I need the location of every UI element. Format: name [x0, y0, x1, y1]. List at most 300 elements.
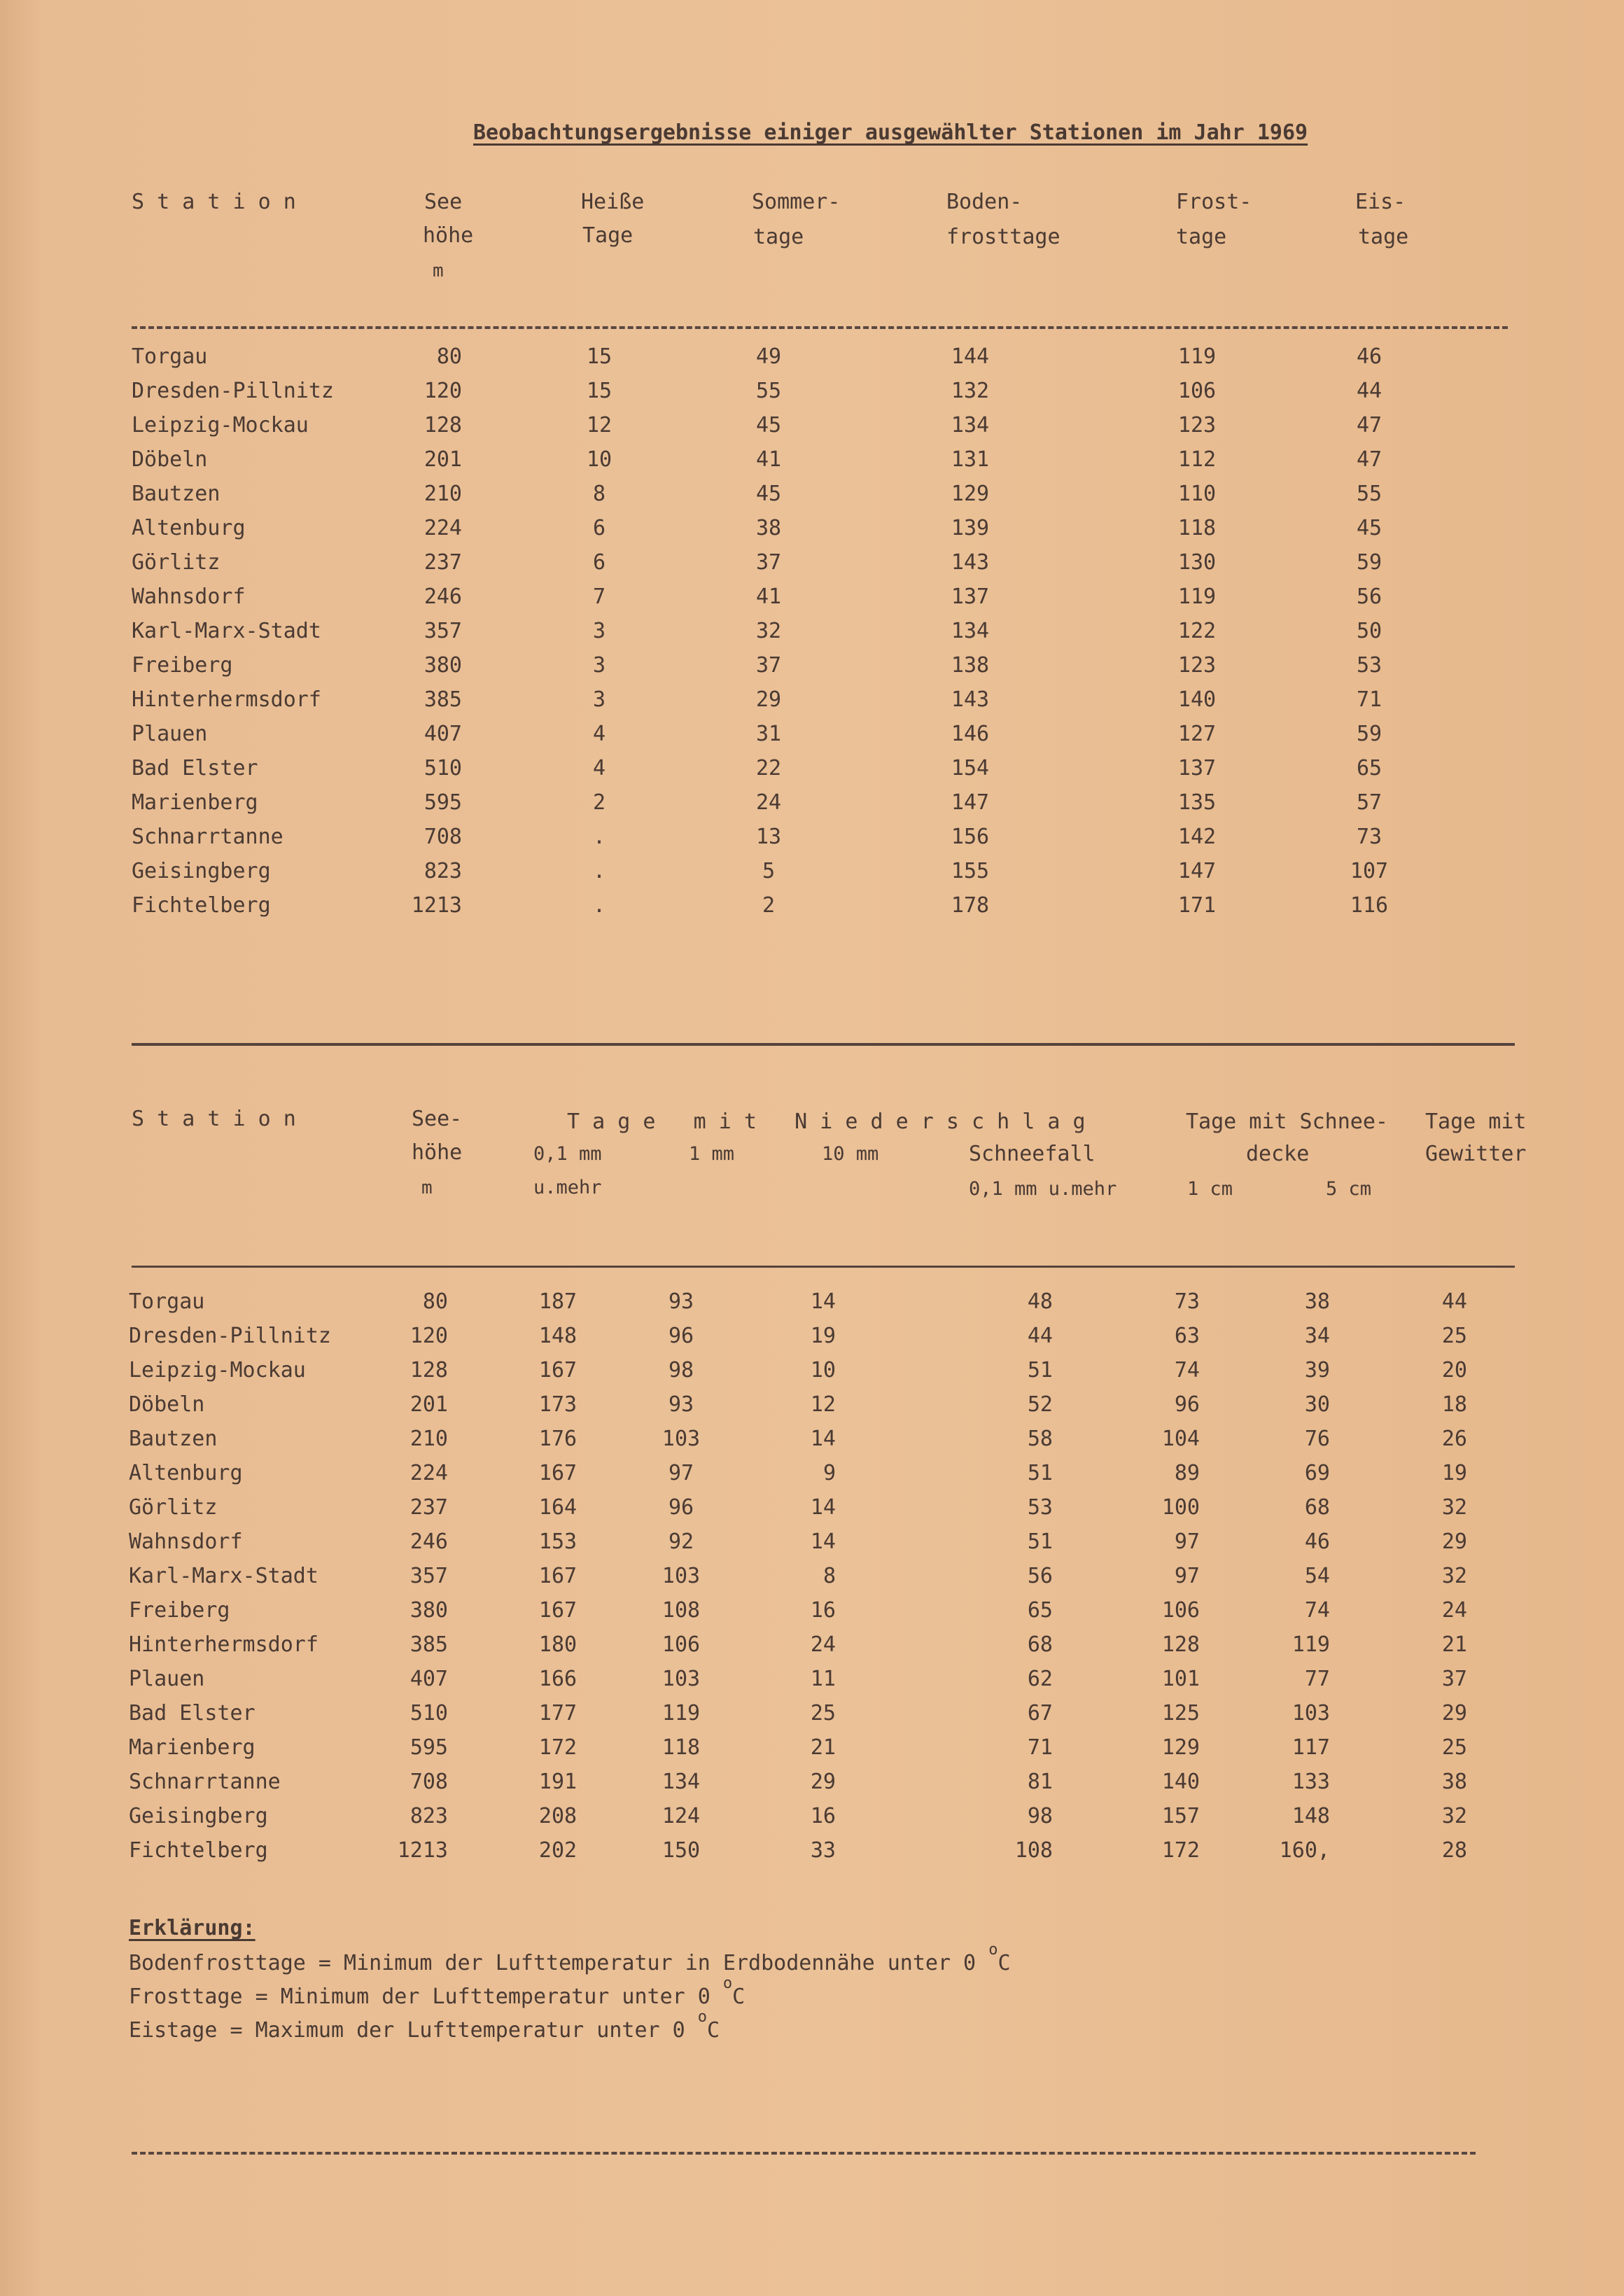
- t1-boden: 134: [951, 619, 990, 643]
- t1-eis: 47: [1356, 447, 1382, 472]
- t1-frost: 135: [1177, 790, 1217, 815]
- t1-hoehe: 510: [424, 756, 462, 780]
- t2-n1: 106: [662, 1632, 701, 1657]
- t2-n01: 153: [538, 1530, 578, 1554]
- t1-hoehe: 210: [424, 482, 462, 506]
- t1-frost: 130: [1177, 550, 1217, 575]
- t2-hoehe: 237: [410, 1495, 448, 1520]
- t2-station: Fichtelberg: [129, 1838, 268, 1863]
- t1-sommer: 45: [755, 413, 782, 438]
- table-row: [0, 1598, 1467, 1632]
- table-row: [0, 344, 1400, 379]
- t1-header-hoehe-2: höhe: [423, 223, 474, 248]
- table-row: [0, 1358, 1467, 1392]
- document-title: Beobachtungsergebnisse einiger ausgewählter Stationen im Jahr 1969: [473, 120, 1308, 145]
- t1-header-eis-2: tage: [1358, 225, 1409, 249]
- t2-n10: 14: [810, 1427, 836, 1451]
- t1-hoehe: 357: [424, 619, 462, 643]
- t1-boden: 131: [951, 447, 990, 472]
- table-row: [0, 1838, 1467, 1872]
- t1-heisse: 10: [586, 447, 612, 472]
- t1-eis: 46: [1356, 344, 1382, 369]
- t2-n10: 33: [810, 1838, 836, 1863]
- t1-header-sommer-1: Sommer-: [752, 190, 841, 214]
- t2-sd1: 128: [1161, 1632, 1200, 1657]
- t2-n01: 167: [538, 1564, 578, 1588]
- t2-n01: 166: [538, 1667, 578, 1691]
- t2-header-schneedecke-2: decke: [1246, 1142, 1310, 1166]
- t1-sommer: 5: [762, 859, 776, 883]
- table-row: [0, 584, 1400, 619]
- t1-eis: 45: [1356, 516, 1382, 540]
- t2-schneefall: 58: [1027, 1427, 1053, 1451]
- t2-gewitter: 37: [1441, 1667, 1467, 1691]
- t1-header-heisse-1: Heiße: [581, 190, 645, 214]
- t1-boden: 154: [951, 756, 990, 780]
- t1-eis: 53: [1356, 653, 1382, 678]
- t1-station: Plauen: [132, 722, 208, 746]
- t1-station: Leipzig-Mockau: [132, 413, 309, 438]
- t1-frost: 119: [1177, 344, 1217, 369]
- t2-header-gewitter-1: Tage mit: [1425, 1110, 1527, 1134]
- t2-header-gewitter-2: Gewitter: [1425, 1142, 1527, 1166]
- t1-station: Bad Elster: [132, 756, 258, 780]
- t2-gewitter: 29: [1441, 1530, 1467, 1554]
- t2-gewitter: 19: [1441, 1461, 1467, 1485]
- t2-header-niederschlag: T a g e m i t N i e d e r s c h l a g: [567, 1110, 1086, 1134]
- t2-station: Görlitz: [129, 1495, 218, 1520]
- t1-station: Hinterhermsdorf: [132, 687, 321, 712]
- t2-sd5: 34: [1304, 1324, 1330, 1348]
- t2-station: Freiberg: [129, 1598, 230, 1623]
- explanation-line-3: Eistage = Maximum der Lufttemperatur unter 0 $^o$C: [129, 2008, 720, 2043]
- t1-header-frost-2: tage: [1176, 225, 1227, 249]
- t1-eis: 107: [1350, 859, 1389, 883]
- t2-n01: 208: [538, 1804, 578, 1828]
- t2-station: Plauen: [129, 1667, 205, 1691]
- t1-hoehe: 380: [424, 653, 462, 678]
- table-row: [0, 756, 1400, 790]
- t2-gewitter: 18: [1441, 1392, 1467, 1417]
- t2-hoehe: 246: [410, 1530, 448, 1554]
- t1-hoehe: 708: [424, 825, 462, 849]
- t1-station: Geisingberg: [132, 859, 271, 883]
- table-row: [0, 1461, 1467, 1495]
- t1-header-heisse-2: Tage: [582, 223, 634, 248]
- t2-gewitter: 25: [1441, 1324, 1467, 1348]
- t1-eis: 47: [1356, 413, 1382, 438]
- t2-hoehe: 80: [422, 1289, 448, 1314]
- t1-sommer: 49: [755, 344, 782, 369]
- t1-heisse: 3: [592, 653, 606, 678]
- t1-heisse: 6: [592, 550, 606, 575]
- t2-station: Karl-Marx-Stadt: [129, 1564, 318, 1588]
- t1-header-frost-1: Frost-: [1176, 190, 1252, 214]
- t2-n01: 177: [538, 1701, 578, 1726]
- t2-station: Wahnsdorf: [129, 1530, 243, 1554]
- t2-n10: 14: [810, 1530, 836, 1554]
- t1-heisse: 2: [592, 790, 606, 815]
- t1-header-eis-1: Eis-: [1355, 190, 1406, 214]
- t2-schneefall: 68: [1027, 1632, 1053, 1657]
- table-row: [0, 482, 1400, 516]
- t2-sd1: 97: [1174, 1564, 1200, 1588]
- t1-sommer: 37: [755, 653, 782, 678]
- t1-frost: 119: [1177, 584, 1217, 609]
- t1-station: Torgau: [132, 344, 208, 369]
- t1-eis: 71: [1356, 687, 1382, 712]
- t2-schneefall: 51: [1027, 1530, 1053, 1554]
- table-row: [0, 790, 1400, 825]
- t2-n1: 103: [662, 1667, 701, 1691]
- t2-schneefall: 65: [1027, 1598, 1053, 1623]
- t1-eis: 59: [1356, 550, 1382, 575]
- t1-frost: 142: [1177, 825, 1217, 849]
- t1-frost: 123: [1177, 413, 1217, 438]
- t2-gewitter: 32: [1441, 1804, 1467, 1828]
- t2-n10: 14: [810, 1289, 836, 1314]
- t1-heisse: 15: [586, 344, 612, 369]
- t2-hoehe: 510: [410, 1701, 448, 1726]
- t1-boden: 155: [951, 859, 990, 883]
- explanation-heading: Erklärung:: [129, 1916, 255, 1940]
- t1-eis: 59: [1356, 722, 1382, 746]
- t2-sd5: 160,: [1279, 1838, 1330, 1863]
- t2-n1: 103: [662, 1427, 701, 1451]
- t2-hoehe: 385: [410, 1632, 448, 1657]
- t2-n01: 148: [538, 1324, 578, 1348]
- t2-station: Torgau: [129, 1289, 205, 1314]
- t2-sd5: 30: [1304, 1392, 1330, 1417]
- t1-header-boden-2: frosttage: [946, 225, 1060, 249]
- t1-station: Altenburg: [132, 516, 246, 540]
- t2-header-hoehe-3: m: [421, 1177, 433, 1198]
- t1-station: Döbeln: [132, 447, 208, 472]
- t1-hoehe: 1213: [411, 893, 462, 918]
- t2-n01: 167: [538, 1598, 578, 1623]
- t2-schneefall: 67: [1027, 1701, 1053, 1726]
- t1-header-hoehe-1: See: [424, 190, 463, 214]
- t2-sd1: 73: [1174, 1289, 1200, 1314]
- t1-header-station: S t a t i o n: [132, 190, 296, 214]
- t1-boden: 137: [951, 584, 990, 609]
- t1-hoehe: 201: [424, 447, 462, 472]
- t1-station: Wahnsdorf: [132, 584, 246, 609]
- t1-frost: 112: [1177, 447, 1217, 472]
- t2-schneefall: 81: [1027, 1770, 1053, 1794]
- t2-n01: 191: [538, 1770, 578, 1794]
- t2-station: Bautzen: [129, 1427, 218, 1451]
- table-row: [0, 619, 1400, 653]
- t1-eis: 55: [1356, 482, 1382, 506]
- t2-hoehe: 357: [410, 1564, 448, 1588]
- table-row: [0, 825, 1400, 859]
- t2-n01: 176: [538, 1427, 578, 1451]
- t1-hoehe: 385: [424, 687, 462, 712]
- t2-gewitter: 32: [1441, 1564, 1467, 1588]
- t2-gewitter: 25: [1441, 1735, 1467, 1760]
- t2-n10: 21: [810, 1735, 836, 1760]
- t2-n1: 93: [668, 1392, 694, 1417]
- t2-n1: 96: [668, 1324, 694, 1348]
- t1-station: Freiberg: [132, 653, 233, 678]
- t2-n10: 19: [810, 1324, 836, 1348]
- t2-sd1: 157: [1161, 1804, 1200, 1828]
- t2-n10: 10: [810, 1358, 836, 1382]
- t2-header-station: S t a t i o n: [132, 1107, 296, 1131]
- t2-station: Bad Elster: [129, 1701, 255, 1726]
- t1-eis: 50: [1356, 619, 1382, 643]
- t1-frost: 118: [1177, 516, 1217, 540]
- t2-sd1: 125: [1161, 1701, 1200, 1726]
- t2-schneefall: 98: [1027, 1804, 1053, 1828]
- t2-sd1: 74: [1174, 1358, 1200, 1382]
- t1-station: Görlitz: [132, 550, 220, 575]
- t1-boden: 132: [951, 379, 990, 403]
- t2-header-n01-2: u.mehr: [533, 1177, 602, 1198]
- t1-eis: 65: [1356, 756, 1382, 780]
- t1-frost: 127: [1177, 722, 1217, 746]
- t1-sommer: 41: [755, 584, 782, 609]
- t2-hoehe: 210: [410, 1427, 448, 1451]
- t1-heisse: .: [592, 893, 606, 918]
- t2-n01: 187: [538, 1289, 578, 1314]
- t2-sd1: 101: [1161, 1667, 1200, 1691]
- t2-gewitter: 38: [1441, 1770, 1467, 1794]
- t2-sd5: 76: [1304, 1427, 1330, 1451]
- t1-hoehe: 128: [424, 413, 462, 438]
- t2-header-schneefall-1: Schneefall: [969, 1142, 1096, 1166]
- t1-eis: 56: [1356, 584, 1382, 609]
- t2-sd5: 74: [1304, 1598, 1330, 1623]
- t1-station: Fichtelberg: [132, 893, 271, 918]
- t2-n10: 12: [810, 1392, 836, 1417]
- t2-n01: 202: [538, 1838, 578, 1863]
- t2-sd1: 172: [1161, 1838, 1200, 1863]
- t2-header-sd5: 5 cm: [1326, 1178, 1372, 1200]
- t1-heisse: 4: [592, 722, 606, 746]
- t1-frost: 147: [1177, 859, 1217, 883]
- t2-n01: 172: [538, 1735, 578, 1760]
- t2-gewitter: 26: [1441, 1427, 1467, 1451]
- t1-sommer: 41: [755, 447, 782, 472]
- t2-sd5: 69: [1304, 1461, 1330, 1485]
- t2-sd5: 119: [1292, 1632, 1330, 1657]
- t2-sd1: 89: [1174, 1461, 1200, 1485]
- t2-n01: 180: [538, 1632, 578, 1657]
- t1-header-hoehe-3: m: [433, 260, 444, 281]
- t2-gewitter: 29: [1441, 1701, 1467, 1726]
- t1-header-sommer-2: tage: [753, 225, 804, 249]
- table-row: [0, 1495, 1467, 1530]
- t1-station: Dresden-Pillnitz: [132, 379, 334, 403]
- t1-heisse: 3: [592, 687, 606, 712]
- table-row: [0, 379, 1400, 413]
- t2-n1: 103: [662, 1564, 701, 1588]
- t2-header-n10: 10 mm: [822, 1143, 879, 1165]
- t2-n10: 9: [822, 1461, 836, 1485]
- t1-hoehe: 237: [424, 550, 462, 575]
- t2-hoehe: 201: [410, 1392, 448, 1417]
- t1-header-divider: [132, 326, 1508, 329]
- t2-schneefall: 44: [1027, 1324, 1053, 1348]
- table-row: [0, 413, 1400, 447]
- t2-hoehe: 708: [410, 1770, 448, 1794]
- degree-mark: o: [722, 1975, 733, 1992]
- t2-sd1: 104: [1161, 1427, 1200, 1451]
- t1-heisse: 12: [586, 413, 612, 438]
- table-row: [0, 1735, 1467, 1770]
- t2-station: Dresden-Pillnitz: [129, 1324, 331, 1348]
- t2-n1: 93: [668, 1289, 694, 1314]
- t2-n10: 11: [810, 1667, 836, 1691]
- t2-sd5: 54: [1304, 1564, 1330, 1588]
- t1-heisse: 3: [592, 619, 606, 643]
- t1-hoehe: 246: [424, 584, 462, 609]
- t1-header-boden-1: Boden-: [946, 190, 1023, 214]
- t2-sd1: 97: [1174, 1530, 1200, 1554]
- t2-sd5: 148: [1292, 1804, 1330, 1828]
- t1-sommer: 24: [755, 790, 782, 815]
- t1-sommer: 37: [755, 550, 782, 575]
- t1-boden: 146: [951, 722, 990, 746]
- t1-eis: 116: [1350, 893, 1389, 918]
- t2-sd1: 96: [1174, 1392, 1200, 1417]
- t1-eis: 57: [1356, 790, 1382, 815]
- t1-station: Bautzen: [132, 482, 220, 506]
- t2-n10: 8: [822, 1564, 836, 1588]
- t1-sommer: 29: [755, 687, 782, 712]
- t2-schneefall: 62: [1027, 1667, 1053, 1691]
- t2-n01: 164: [538, 1495, 578, 1520]
- table-row: [0, 893, 1400, 927]
- table-row: [0, 1667, 1467, 1701]
- table-row: [0, 516, 1400, 550]
- t2-n1: 108: [662, 1598, 701, 1623]
- t2-hoehe: 823: [410, 1804, 448, 1828]
- t2-hoehe: 120: [410, 1324, 448, 1348]
- t2-n1: 124: [662, 1804, 701, 1828]
- t1-frost: 110: [1177, 482, 1217, 506]
- t2-station: Schnarrtanne: [129, 1770, 281, 1794]
- table-row: [0, 1530, 1467, 1564]
- degree-mark: o: [697, 2008, 708, 2026]
- t1-sommer: 32: [755, 619, 782, 643]
- t1-heisse: 7: [592, 584, 606, 609]
- table-row: [0, 1701, 1467, 1735]
- t2-n10: 16: [810, 1598, 836, 1623]
- t1-sommer: 13: [755, 825, 782, 849]
- t1-hoehe: 80: [436, 344, 462, 369]
- t2-header-schneedecke-1: Tage mit Schnee-: [1186, 1110, 1388, 1134]
- t2-n10: 14: [810, 1495, 836, 1520]
- t1-eis: 73: [1356, 825, 1382, 849]
- t2-header-divider: [132, 1266, 1515, 1268]
- t2-n1: 97: [668, 1461, 694, 1485]
- t1-boden: 129: [951, 482, 990, 506]
- t2-gewitter: 21: [1441, 1632, 1467, 1657]
- t2-sd5: 117: [1292, 1735, 1330, 1760]
- t2-schneefall: 71: [1027, 1735, 1053, 1760]
- t2-header-n1: 1 mm: [689, 1143, 735, 1165]
- t2-schneefall: 108: [1014, 1838, 1053, 1863]
- t2-sd5: 103: [1292, 1701, 1330, 1726]
- t1-hoehe: 407: [424, 722, 462, 746]
- t2-sd5: 46: [1304, 1530, 1330, 1554]
- t2-n1: 150: [662, 1838, 701, 1863]
- t2-gewitter: 24: [1441, 1598, 1467, 1623]
- table-row: [0, 1632, 1467, 1667]
- t2-hoehe: 380: [410, 1598, 448, 1623]
- t2-hoehe: 224: [410, 1461, 448, 1485]
- t2-schneefall: 48: [1027, 1289, 1053, 1314]
- t2-sd5: 39: [1304, 1358, 1330, 1382]
- explanation-line-1: Bodenfrosttage = Minimum der Lufttemperatur in Erdbodennähe unter 0 $^o$C: [129, 1941, 1011, 1975]
- t1-hoehe: 120: [424, 379, 462, 403]
- footer-divider: [132, 2152, 1476, 2155]
- t2-station: Marienberg: [129, 1735, 255, 1760]
- table-row: [0, 859, 1400, 893]
- t1-frost: 140: [1177, 687, 1217, 712]
- t1-sommer: 45: [755, 482, 782, 506]
- explanation-line-2: Frosttage = Minimum der Lufttemperatur unter 0 $^o$C: [129, 1975, 746, 2009]
- table-row: [0, 1324, 1467, 1358]
- t1-heisse: 4: [592, 756, 606, 780]
- table-row: [0, 1392, 1467, 1427]
- t2-station: Hinterhermsdorf: [129, 1632, 318, 1657]
- t2-sd1: 63: [1174, 1324, 1200, 1348]
- t1-sommer: 2: [762, 893, 776, 918]
- t2-header-schneefall-2: 0,1 mm u.mehr: [969, 1178, 1117, 1200]
- t2-gewitter: 20: [1441, 1358, 1467, 1382]
- t1-frost: 137: [1177, 756, 1217, 780]
- t2-n1: 118: [662, 1735, 701, 1760]
- t1-hoehe: 224: [424, 516, 462, 540]
- t2-station: Leipzig-Mockau: [129, 1358, 306, 1382]
- t2-hoehe: 1213: [397, 1838, 448, 1863]
- t2-sd5: 133: [1292, 1770, 1330, 1794]
- t2-n10: 25: [810, 1701, 836, 1726]
- t1-sommer: 22: [755, 756, 782, 780]
- t2-hoehe: 128: [410, 1358, 448, 1382]
- t2-sd5: 77: [1304, 1667, 1330, 1691]
- t2-header-sd1: 1 cm: [1187, 1178, 1233, 1200]
- t2-sd1: 100: [1161, 1495, 1200, 1520]
- t2-schneefall: 51: [1027, 1461, 1053, 1485]
- t2-schneefall: 52: [1027, 1392, 1053, 1417]
- t1-heisse: 8: [592, 482, 606, 506]
- t2-gewitter: 32: [1441, 1495, 1467, 1520]
- t2-sd1: 140: [1161, 1770, 1200, 1794]
- t1-frost: 171: [1177, 893, 1217, 918]
- t2-sd5: 68: [1304, 1495, 1330, 1520]
- t2-n10: 16: [810, 1804, 836, 1828]
- t1-heisse: 6: [592, 516, 606, 540]
- t2-header-hoehe-2: höhe: [412, 1140, 463, 1165]
- t1-station: Schnarrtanne: [132, 825, 284, 849]
- t1-sommer: 55: [755, 379, 782, 403]
- table-row: [0, 687, 1400, 722]
- t1-boden: 134: [951, 413, 990, 438]
- t2-n10: 24: [810, 1632, 836, 1657]
- t2-n01: 167: [538, 1358, 578, 1382]
- t1-boden: 138: [951, 653, 990, 678]
- t1-boden: 143: [951, 550, 990, 575]
- table-row: [0, 1770, 1467, 1804]
- t1-frost: 122: [1177, 619, 1217, 643]
- t1-boden: 143: [951, 687, 990, 712]
- t1-boden: 147: [951, 790, 990, 815]
